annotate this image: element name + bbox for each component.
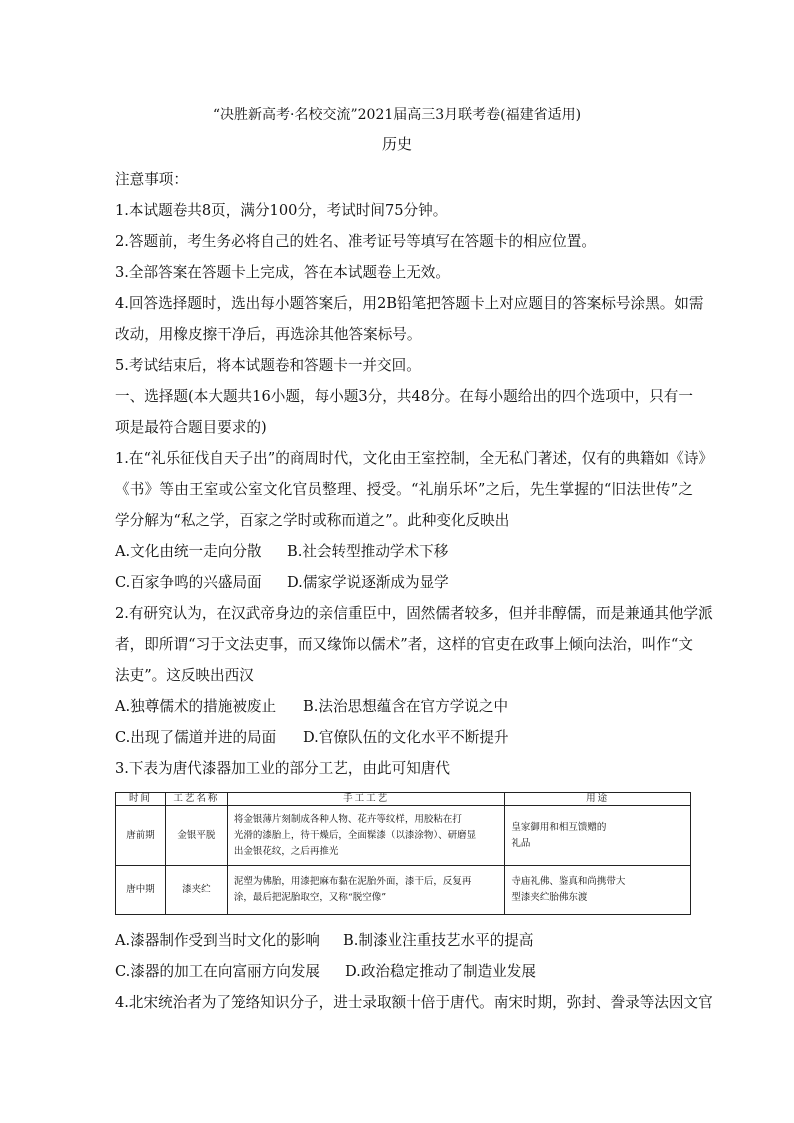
use-line: 礼品 xyxy=(511,837,531,849)
question-2-stem-line: 2.有研究认为，在汉武帝身边的亲信重臣中，固然儒者较多，但并非醇儒，而是兼通其他学派 xyxy=(115,605,713,622)
table-cell-time: 唐前期 xyxy=(116,806,166,866)
table-cell-name: 金银平脱 xyxy=(165,806,227,866)
technique-line: 将金银薄片刻制成各种人物、花卉等纹样，用胶粘在打 xyxy=(233,813,462,825)
question-4-stem-line: 4.北宋统治者为了笼络知识分子，进士录取额十倍于唐代。南宋时期，弥封、誊录等法因文官 xyxy=(115,994,713,1011)
section-heading-continued: 项是最符合题目要求的) xyxy=(115,419,267,436)
question-3-option-c[interactable]: C.漆器的加工在向富丽方向发展 xyxy=(115,963,321,980)
question-1-option-a[interactable]: A.文化由统一走向分散 xyxy=(115,543,262,560)
table-header-technique: 手工工艺 xyxy=(227,793,504,806)
question-2-option-d[interactable]: D.官僚队伍的文化水平不断提升 xyxy=(303,729,509,746)
table-cell-name: 漆夹纻 xyxy=(165,866,227,915)
table-row xyxy=(116,866,691,915)
table-cell-technique xyxy=(227,866,504,915)
table-row xyxy=(116,806,691,866)
notice-item-continued: 改动，用橡皮擦干净后，再选涂其他答案标号。 xyxy=(115,326,422,343)
question-2-stem-line: 者，即所谓“习于文法吏事，而又缘饰以儒术”者，这样的官吏在政事上倾向法治，叫作“文 xyxy=(115,636,693,653)
use-line: 寺庙礼佛、鉴真和尚携带大 xyxy=(511,876,626,887)
technique-line: 泥塑为佛胎，用漆把麻布黏在泥胎外面，漆干后，反复再 xyxy=(233,876,472,887)
question-3-stem: 3.下表为唐代漆器加工业的部分工艺，由此可知唐代 xyxy=(115,760,450,777)
question-3-option-b[interactable]: B.制漆业注重技艺水平的提高 xyxy=(343,932,534,949)
technique-line: 涂，最后把泥胎取空，又称“脱空像” xyxy=(233,892,387,903)
question-3-options-row xyxy=(115,956,693,987)
question-1-option-d[interactable]: D.儒家学说逐渐成为显学 xyxy=(287,574,449,591)
question-3-options-row xyxy=(115,925,693,956)
question-1-options-row xyxy=(115,536,693,567)
table-cell-use xyxy=(505,866,691,915)
notice-item: 1.本试题卷共8页，满分100分，考试时间75分钟。 xyxy=(115,202,448,219)
table-header-name: 工艺名称 xyxy=(165,793,227,806)
question-2-option-c[interactable]: C.出现了儒道并进的局面 xyxy=(115,729,277,746)
question-2-options-row xyxy=(115,722,693,753)
question-1-stem-line: 《书》等由王室或公室文化官员整理、授受。“礼崩乐坏”之后，先生掌握的“旧法世传”之 xyxy=(115,481,693,498)
table-header-row xyxy=(116,793,691,806)
question-2-stem-line: 法吏”。这反映出西汉 xyxy=(115,667,254,684)
use-line: 型漆夹纻胎佛东渡 xyxy=(511,892,588,903)
table-header-use: 用途 xyxy=(505,793,691,806)
table-cell-time: 唐中期 xyxy=(116,866,166,915)
table-header-time: 时间 xyxy=(116,793,166,806)
question-1-option-b[interactable]: B.社会转型推动学术下移 xyxy=(287,543,449,560)
notice-heading: 注意事项： xyxy=(115,171,188,188)
question-1-stem-line: 学分解为“私之学，百家之学时或称而道之”。此种变化反映出 xyxy=(115,512,510,529)
technique-line: 光滑的漆胎上，待干燥后，全面髹漆（以漆涂物）、研磨显 xyxy=(233,829,477,841)
exam-title: “决胜新高考·名校交流”2021届高三3月联考卷(福建省适用) xyxy=(212,107,582,123)
exam-body xyxy=(115,164,714,1018)
question-2-option-a[interactable]: A.独尊儒术的措施被废止 xyxy=(115,698,277,715)
use-line: 皇家御用和相互馈赠的 xyxy=(511,821,607,833)
question-2-option-b[interactable]: B.法治思想蕴含在官方学说之中 xyxy=(303,698,509,715)
question-1-option-c[interactable]: C.百家争鸣的兴盛局面 xyxy=(115,574,262,591)
notice-item: 5.考试结束后，将本试题卷和答题卡一并交回。 xyxy=(115,357,421,374)
subject-title: 历史 xyxy=(381,135,412,153)
question-2-options-row xyxy=(115,691,693,722)
section-heading: 一、选择题(本大题共16小题，每小题3分，共48分。在每小题给出的四个选项中，只有一 xyxy=(115,388,693,405)
notice-item: 3.全部答案在答题卡上完成，答在本试题卷上无效。 xyxy=(115,264,450,281)
question-1-stem-line: 1.在“礼乐征伐自天子出”的商周时代，文化由王室控制，全无私门著述，仅有的典籍如《诗》 xyxy=(115,450,714,467)
question-1-options-row xyxy=(115,567,693,598)
table-cell-technique xyxy=(227,806,504,866)
table-cell-use xyxy=(505,806,691,866)
craft-table xyxy=(115,792,691,915)
notice-item: 4.回答选择题时，选出每小题答案后，用2B铅笔把答题卡上对应题目的答案标号涂黑。如需 xyxy=(115,295,704,312)
notice-item: 2.答题前，考生务必将自己的姓名、准考证号等填写在答题卡的相应位置。 xyxy=(115,233,596,250)
technique-line: 出金银花纹，之后再推光 xyxy=(233,845,339,857)
question-3-option-d[interactable]: D.政治稳定推动了制造业发展 xyxy=(345,963,536,980)
question-3-option-a[interactable]: A.漆器制作受到当时文化的影响 xyxy=(115,932,320,949)
